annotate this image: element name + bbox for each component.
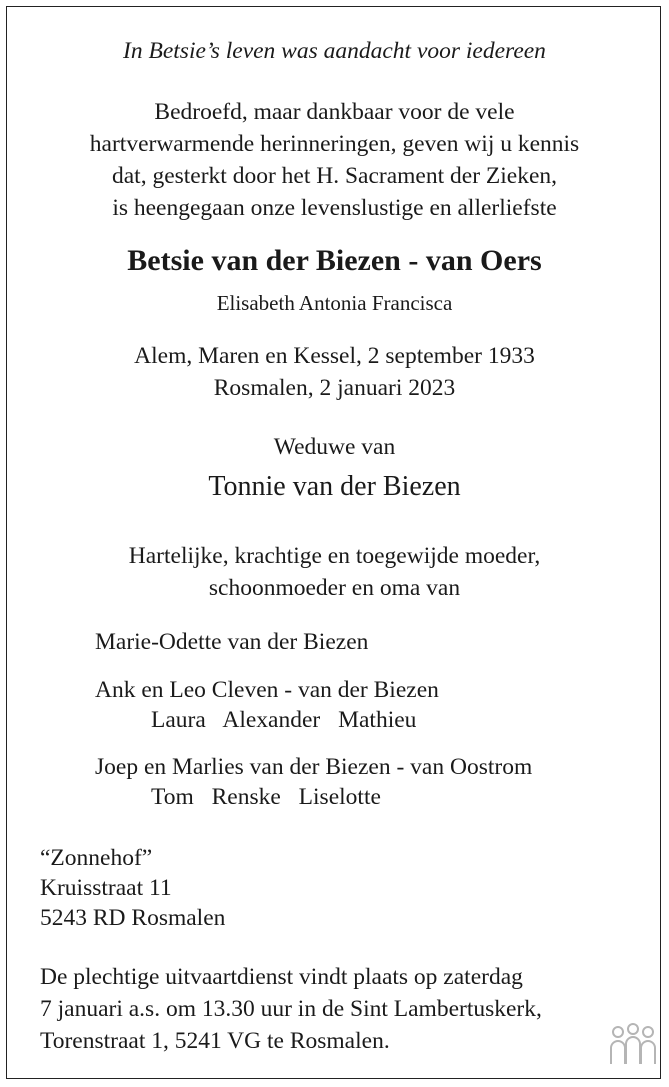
birth-line: Alem, Maren en Kessel, 2 september 1933 bbox=[134, 343, 535, 369]
family-member-3: Joep en Marlies van der Biezen - van Oostrom bbox=[95, 754, 533, 780]
husband-name: Tonnie van der Biezen bbox=[208, 471, 461, 502]
family-member-1: Marie-Odette van der Biezen bbox=[95, 629, 369, 655]
service-line-1: De plechtige uitvaartdienst vindt plaats op zaterdag bbox=[40, 964, 523, 990]
widow-label: Weduwe van bbox=[273, 434, 396, 460]
death-line: Rosmalen, 2 januari 2023 bbox=[213, 375, 456, 401]
address-city: 5243 RD Rosmalen bbox=[40, 905, 226, 931]
address-street: Kruisstraat 11 bbox=[40, 875, 172, 901]
people-group-icon bbox=[608, 1022, 658, 1066]
service-line-2: 7 januari a.s. om 13.30 uur in de Sint Lambertuskerk, bbox=[40, 996, 542, 1022]
service-line-3: Torenstraat 1, 5241 VG te Rosmalen. bbox=[40, 1028, 390, 1054]
motto: In Betsie’s leven was aandacht voor iedereen bbox=[123, 38, 546, 64]
intro-line-3: dat, gesterkt door het H. Sacrament der Zieken, bbox=[111, 163, 558, 189]
deceased-full-name: Elisabeth Antonia Francisca bbox=[216, 291, 453, 315]
family-intro-line-1: Hartelijke, krachtige en toegewijde moeder, bbox=[128, 543, 541, 569]
intro-line-1: Bedroefd, maar dankbaar voor de vele bbox=[154, 99, 515, 125]
intro-line-4: is heengegaan onze levenslustige en allerliefste bbox=[112, 195, 557, 221]
intro-line-2: hartverwarmende herinneringen, geven wij u kennis bbox=[89, 131, 580, 157]
family-member-3-children: Tom Renske Liselotte bbox=[151, 784, 381, 810]
family-member-2: Ank en Leo Cleven - van der Biezen bbox=[95, 677, 439, 703]
family-intro-line-2: schoonmoeder en oma van bbox=[208, 575, 461, 601]
deceased-name: Betsie van der Biezen - van Oers bbox=[127, 244, 542, 277]
address-name: “Zonnehof” bbox=[40, 845, 153, 871]
family-member-2-children: Laura Alexander Mathieu bbox=[151, 707, 417, 733]
